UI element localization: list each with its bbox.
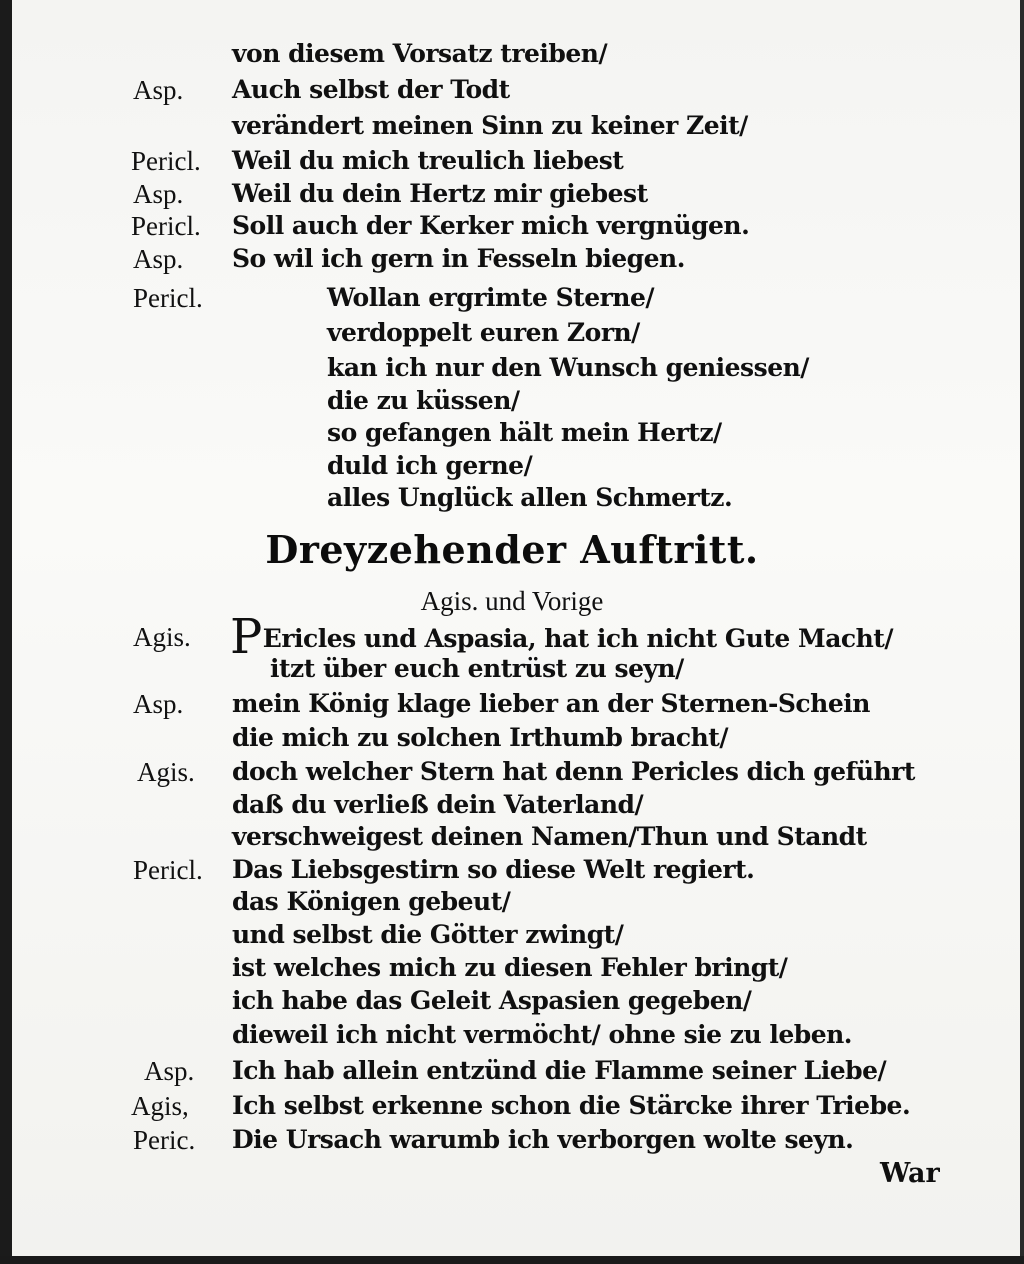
verse-text: Weil du dein Hertz mir giebest <box>232 179 648 208</box>
speaker-label: Peric. <box>133 1125 196 1155</box>
verse-line <box>0 108 1024 144</box>
verse-text: So wil ich gern in Fesseln biegen. <box>232 244 685 273</box>
speaker-label: Agis. <box>137 757 195 787</box>
verse-line <box>0 350 1024 386</box>
verse-text: ist welches mich zu diesen Fehler bringt/ <box>232 953 788 982</box>
verse-line <box>0 383 1024 419</box>
speaker-label: Asp. <box>133 244 184 274</box>
verse-line <box>0 819 1024 855</box>
verse-line <box>0 787 1024 823</box>
verse-line <box>0 36 1024 72</box>
scene-heading: Dreyzehender Auftritt. <box>265 527 759 572</box>
speaker-label: Asp. <box>133 179 184 209</box>
verse-text: so gefangen hält mein Hertz/ <box>327 418 722 447</box>
verse-text: itzt über euch entrüst zu seyn/ <box>270 654 684 683</box>
verse-line <box>0 415 1024 451</box>
verse-text: daß du verließ dein Vaterland/ <box>232 790 644 819</box>
verse-line <box>0 651 1024 687</box>
speaker-label: Pericl. <box>133 855 203 885</box>
verse-text: duld ich gerne/ <box>327 451 533 480</box>
speaker-label: Pericl. <box>131 211 201 241</box>
verse-text: Das Liebsgestirn so diese Welt regiert. <box>232 855 755 884</box>
verse-text: doch welcher Stern hat denn Pericles dich geführt <box>232 757 915 786</box>
verse-line <box>0 720 1024 756</box>
speaker-label: Pericl. <box>131 146 201 176</box>
verse-text: von diesem Vorsatz treiben/ <box>232 39 608 68</box>
verse-line <box>0 208 1024 244</box>
verse-line <box>0 754 1024 790</box>
verse-line <box>0 280 1024 316</box>
speaker-label: Asp. <box>133 689 184 719</box>
verse-line <box>0 1122 1024 1158</box>
verse-line <box>0 609 1024 665</box>
verse-text: die mich zu solchen Irthumb bracht/ <box>232 723 728 752</box>
verse-line <box>0 448 1024 484</box>
verse-text: verändert meinen Sinn zu keiner Zeit/ <box>232 111 748 140</box>
drop-cap: P <box>230 609 262 665</box>
speaker-label: Pericl. <box>133 283 203 313</box>
verse-text: und selbst die Götter zwingt/ <box>232 920 624 949</box>
scan-edge-bottom <box>0 1256 1024 1264</box>
verse-line <box>0 950 1024 986</box>
scene-persons: Agis. und Vorige <box>420 586 604 616</box>
speaker-label: Asp. <box>144 1056 195 1086</box>
verse-line <box>0 480 1024 516</box>
verse-line <box>0 852 1024 888</box>
verse-text: Auch selbst der Todt <box>232 75 510 104</box>
verse-line <box>0 72 1024 108</box>
verse-text: Soll auch der Kerker mich vergnügen. <box>232 211 750 240</box>
verse-text: dieweil ich nicht vermöcht/ ohne sie zu leben. <box>232 1020 853 1049</box>
verse-text: das Königen gebeut/ <box>232 887 511 916</box>
verse-text: verschweigest deinen Namen/Thun und Standt <box>232 822 867 851</box>
catchword: War <box>880 1158 940 1189</box>
verse-text: die zu küssen/ <box>327 386 520 415</box>
verse-text: kan ich nur den Wunsch geniessen/ <box>327 353 809 382</box>
verse-line <box>0 176 1024 212</box>
verse-text: alles Unglück allen Schmertz. <box>327 483 733 512</box>
verse-line <box>0 917 1024 953</box>
verse-text: Wollan ergrimte Sterne/ <box>327 283 655 312</box>
verse-line <box>0 686 1024 722</box>
verse-line <box>0 1088 1024 1124</box>
speaker-label: Agis. <box>133 622 191 652</box>
verse-line <box>0 983 1024 1019</box>
speaker-label: Agis, <box>131 1091 189 1121</box>
verse-text: Ericles und Aspasia, hat ich nicht Gute Macht/ <box>262 624 893 653</box>
verse-line <box>0 143 1024 179</box>
verse-line <box>0 315 1024 351</box>
verse-text: ich habe das Geleit Aspasien gegeben/ <box>232 986 752 1015</box>
verse-text: Weil du mich treulich liebest <box>232 146 624 175</box>
verse-text: mein König klage lieber an der Sternen-Schein <box>232 689 870 718</box>
verse-text: verdoppelt euren Zorn/ <box>327 318 640 347</box>
verse-text: Ich selbst erkenne schon die Stärcke ihrer Triebe. <box>232 1091 911 1120</box>
speaker-label: Asp. <box>133 75 184 105</box>
verse-text: Ich hab allein entzünd die Flamme seiner Liebe/ <box>232 1056 887 1085</box>
verse-text: Die Ursach warumb ich verborgen wolte seyn. <box>232 1125 854 1154</box>
verse-line <box>0 884 1024 920</box>
verse-line <box>0 1017 1024 1053</box>
verse-line <box>0 1053 1024 1089</box>
verse-line <box>0 241 1024 277</box>
